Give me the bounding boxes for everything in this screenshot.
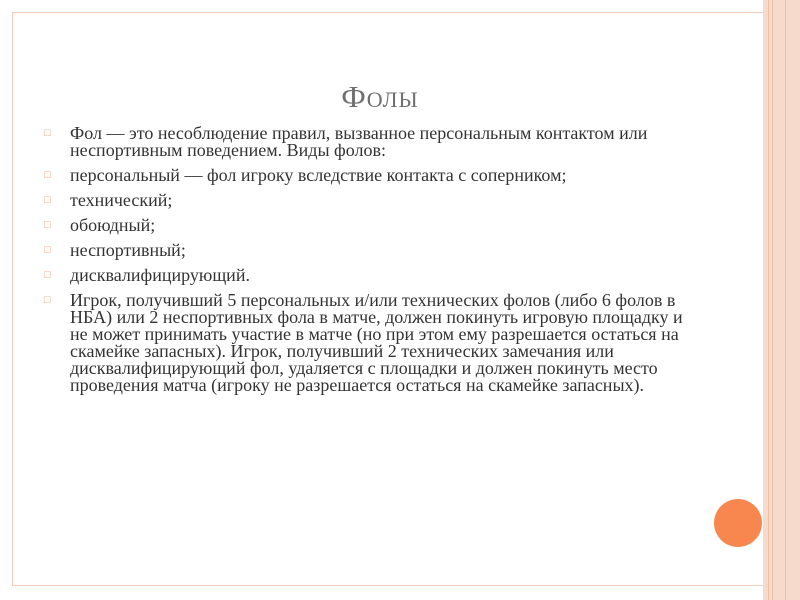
decorative-line bbox=[785, 0, 786, 600]
bullet-text: технический; bbox=[70, 190, 173, 210]
bullet-text: неспортивный; bbox=[70, 240, 186, 260]
square-bullet-icon: □ bbox=[44, 219, 51, 231]
bullet-item bbox=[44, 125, 694, 159]
square-bullet-icon: □ bbox=[44, 127, 51, 139]
bullet-list bbox=[44, 125, 694, 402]
bullet-text: персональный — фол игроку вследствие контакта с соперником; bbox=[70, 165, 567, 185]
accent-circle bbox=[714, 499, 762, 547]
bullet-item bbox=[44, 192, 694, 209]
square-bullet-icon: □ bbox=[44, 169, 51, 181]
square-bullet-icon: □ bbox=[44, 269, 51, 281]
bullet-item bbox=[44, 217, 694, 234]
bullet-item bbox=[44, 167, 694, 184]
bullet-item bbox=[44, 242, 694, 259]
square-bullet-icon: □ bbox=[44, 294, 51, 306]
bullet-item bbox=[44, 292, 694, 394]
bullet-item bbox=[44, 267, 694, 284]
bullet-text: дисквалифицирующий. bbox=[70, 265, 250, 285]
square-bullet-icon: □ bbox=[44, 194, 51, 206]
square-bullet-icon: □ bbox=[44, 244, 51, 256]
slide-title: Фолы bbox=[341, 79, 419, 114]
bullet-text: Игрок, получивший 5 персональных и/или технических фолов (либо 6 фолов в НБА) или 2 неспортивных фола в матче, должен покинуть игровую площадку и не может принимать участие в матче (но при этом ему разрешается остаться на скамейке запасных). Игрок, получивший 2 технических замечания или дисквалифицирующий фол, удаляется с площадки и должен покинуть место проведения матча (игроку не разрешается остаться на скамейке запасных). bbox=[70, 290, 683, 395]
decorative-line bbox=[772, 0, 773, 600]
bullet-text: обоюдный; bbox=[70, 215, 156, 235]
decorative-line bbox=[768, 0, 769, 600]
bullet-text: Фол — это несоблюдение правил, вызванное персональным контактом или неспортивным поведением. Виды фолов: bbox=[70, 123, 648, 160]
